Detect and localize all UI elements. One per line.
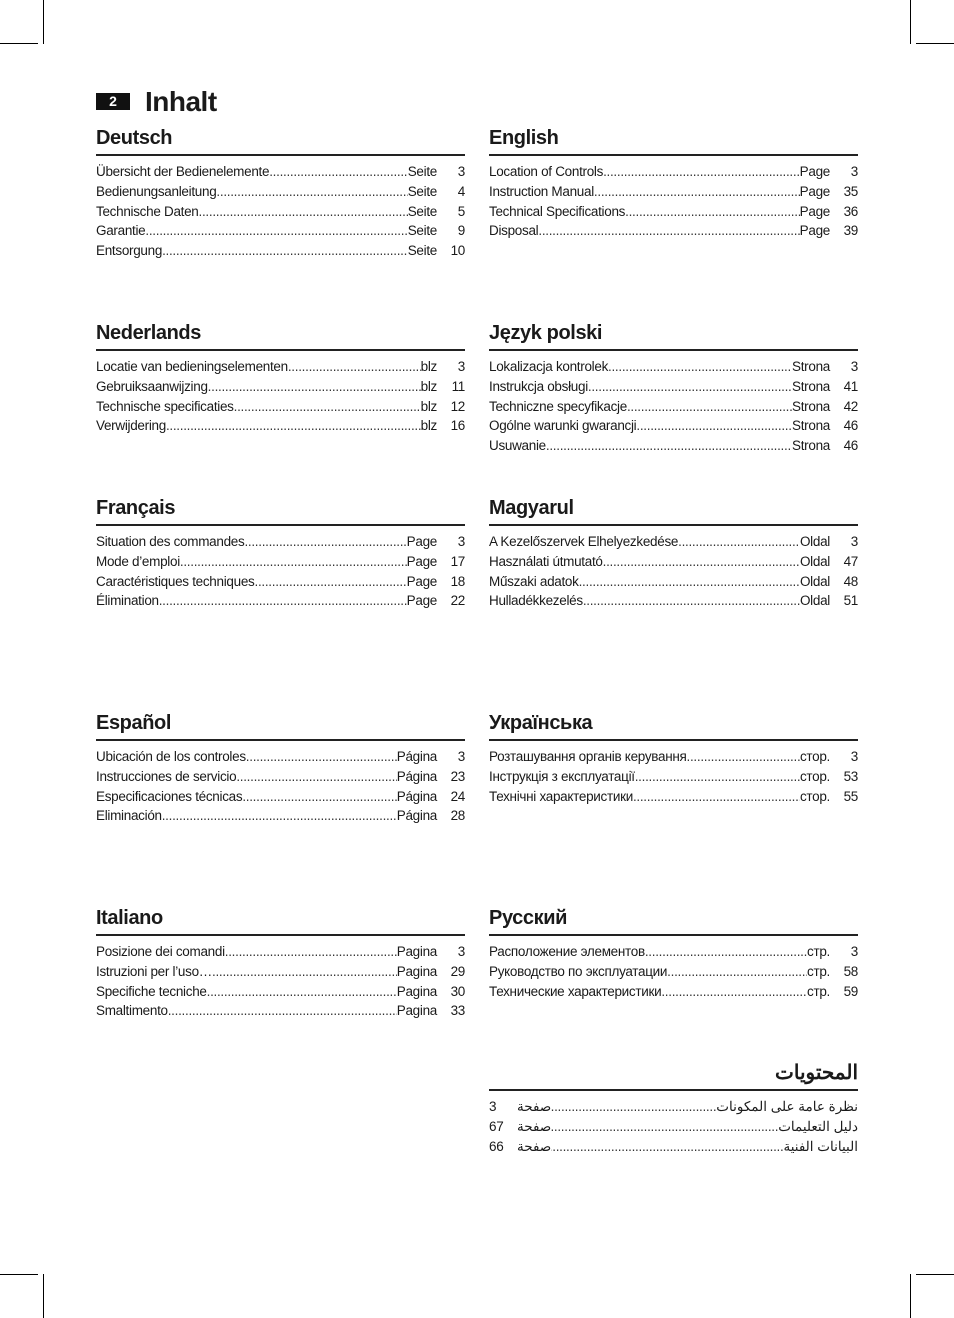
section-italiano	[96, 905, 465, 1021]
page-word: Página	[396, 788, 437, 804]
page-word: Page	[406, 534, 437, 549]
page-number: 47	[843, 553, 858, 569]
page-word: Page	[799, 183, 830, 199]
page-number: 3	[489, 1099, 497, 1114]
toc-label: نظرة عامة على المكونات	[716, 1099, 858, 1114]
toc-entry[interactable]	[96, 377, 465, 397]
section-rule	[489, 154, 858, 156]
toc-entry[interactable]	[96, 787, 465, 807]
page-number: 16	[450, 418, 465, 434]
toc-label: Eliminación	[96, 808, 162, 824]
toc-label: A Kezelőszervek Elhelyezkedése	[489, 534, 679, 549]
toc-entry[interactable]	[489, 397, 858, 417]
toc-entry[interactable]	[489, 377, 858, 397]
page-word: Seite	[407, 164, 437, 179]
toc-label: Műszaki adatok	[489, 573, 579, 589]
page-number: 5	[457, 203, 465, 219]
crop-mark	[43, 1274, 44, 1318]
leader-dots	[645, 942, 807, 962]
crop-mark	[0, 1274, 38, 1275]
toc-entry[interactable]	[96, 591, 465, 611]
section-rule	[96, 739, 465, 741]
leader-dots	[608, 357, 792, 377]
section-rule	[489, 739, 858, 741]
section-rule	[96, 934, 465, 936]
section-rule	[489, 1089, 858, 1091]
toc-entry[interactable]	[489, 942, 858, 962]
page-number: 35	[843, 183, 858, 199]
page-number: 36	[843, 203, 858, 219]
leader-dots	[244, 532, 406, 552]
page-word: Page	[799, 203, 830, 219]
leader-dots	[246, 747, 397, 767]
page-title: Inhalt	[145, 86, 217, 117]
section-rule	[489, 349, 858, 351]
toc-label: Інструкція з експлуатації	[489, 768, 635, 784]
section-title: Français	[96, 497, 176, 519]
leader-dots	[216, 182, 407, 202]
page-word: Page	[406, 593, 437, 609]
page-number: 23	[450, 768, 465, 784]
toc-label: Hulladékkezelés	[489, 593, 583, 609]
page-word: Seite	[407, 223, 437, 239]
page-number: 22	[450, 593, 465, 609]
page-word: Oldal	[799, 593, 830, 609]
toc-entry[interactable]	[96, 552, 465, 572]
toc-entry[interactable]	[96, 162, 465, 182]
leader-dots	[236, 767, 396, 787]
page-word: Strona	[792, 438, 830, 454]
leader-dots	[269, 162, 408, 182]
section-title: English	[489, 127, 559, 149]
page-word: стр.	[807, 963, 830, 979]
leader-dots	[168, 1001, 397, 1021]
page-number: 4	[457, 183, 465, 199]
leader-dots	[627, 397, 792, 417]
toc-label: Verwijdering	[96, 418, 166, 434]
section-magyarul	[489, 495, 858, 611]
leader-dots	[166, 416, 421, 436]
page-number: 67	[489, 1118, 504, 1134]
toc-label: Locatie van bedieningselementen	[96, 359, 288, 374]
leader-dots	[635, 767, 800, 787]
page-number: 39	[843, 223, 858, 239]
toc-label: Használati útmutató	[489, 553, 603, 569]
toc-entry[interactable]	[96, 202, 465, 222]
page-word: Page	[799, 223, 830, 239]
toc-label: Übersicht der Bedienelemente	[96, 164, 270, 179]
section-espanol	[96, 710, 465, 826]
section-francais	[96, 495, 465, 611]
toc-entry[interactable]	[96, 532, 465, 552]
leader-dots	[579, 572, 800, 592]
toc-label: Instrucciones de servicio	[96, 768, 237, 784]
page-word: Pagina	[396, 983, 437, 999]
page-number: 66	[489, 1138, 504, 1154]
page-word: صفحة	[517, 1099, 552, 1114]
page-word: blz	[420, 418, 437, 434]
leader-dots	[234, 397, 421, 417]
toc-label: Posizione dei comandi	[96, 944, 225, 959]
section-title: Deutsch	[96, 127, 173, 149]
section-polski	[489, 320, 858, 456]
toc-entry[interactable]	[96, 397, 465, 417]
page-word: صفحة	[517, 1138, 552, 1154]
toc-label: Especificaciones técnicas	[96, 788, 243, 804]
leader-dots	[687, 747, 800, 767]
page-number: 3	[457, 164, 465, 179]
page-word: Seite	[407, 203, 437, 219]
page-word: Strona	[792, 378, 830, 394]
page-number: 33	[450, 1003, 465, 1019]
section-title: Español	[96, 712, 171, 734]
toc-label: Ubicación de los controles	[96, 749, 246, 764]
leader-dots	[159, 591, 407, 611]
toc-entry[interactable]	[489, 162, 858, 182]
toc-label: Élimination	[96, 593, 159, 609]
leader-dots	[603, 552, 800, 572]
leader-dots	[546, 436, 792, 456]
page-word: стор.	[799, 749, 830, 764]
page-number: 18	[450, 573, 465, 589]
section-english	[489, 125, 858, 241]
page-number: 48	[843, 573, 858, 589]
leader-dots	[208, 377, 421, 397]
section-title: Українська	[489, 712, 593, 734]
page-number: 3	[457, 534, 465, 549]
toc-entry[interactable]	[489, 767, 858, 787]
page-word: Oldal	[799, 553, 830, 569]
toc-entry[interactable]	[489, 202, 858, 222]
toc-label: Gebruiksaanwijzing	[96, 378, 208, 394]
leader-dots	[625, 202, 800, 222]
leader-dots	[636, 416, 792, 436]
toc-entry[interactable]	[96, 1001, 465, 1021]
page-word: Page	[406, 553, 437, 569]
toc-label: Istruzioni per l’uso…	[96, 963, 212, 979]
leader-dots	[678, 532, 800, 552]
page-number: 3	[850, 749, 858, 764]
toc-label: البيانات الفنية	[783, 1138, 858, 1154]
page-word: Seite	[407, 243, 437, 259]
toc-entry[interactable]	[96, 416, 465, 436]
leader-dots	[551, 1097, 716, 1117]
page-word: Página	[396, 749, 437, 764]
page-word: стор.	[799, 768, 830, 784]
section-rule	[489, 524, 858, 526]
toc-label: Technische specificaties	[96, 398, 234, 414]
toc-label: دليل التعليمات	[778, 1118, 858, 1134]
page-word: Oldal	[799, 534, 830, 549]
toc-label: Технічні характеристики	[489, 788, 633, 804]
toc-label: Garantie	[96, 223, 146, 239]
page-number: 3	[850, 359, 858, 374]
toc-label: Entsorgung	[96, 243, 163, 259]
page-number: 58	[843, 963, 858, 979]
page-word: صفحة	[517, 1118, 552, 1134]
page-word: Page	[406, 573, 437, 589]
page-number: 51	[843, 593, 858, 609]
leader-dots	[603, 162, 800, 182]
toc-entry[interactable]	[489, 1137, 858, 1157]
page-word: Strona	[792, 359, 830, 374]
page-number: 10	[450, 243, 465, 259]
leader-dots	[145, 221, 407, 241]
page-word: Strona	[792, 418, 830, 434]
page-number: 55	[843, 788, 858, 804]
toc-label: Technical Specifications	[489, 203, 626, 219]
page-word: Page	[799, 164, 830, 179]
leader-dots	[538, 221, 799, 241]
page-number: 17	[450, 553, 465, 569]
toc-label: Bedienungsanleitung	[96, 183, 217, 199]
toc-entry[interactable]	[489, 182, 858, 202]
page-number: 29	[450, 963, 465, 979]
toc-entry[interactable]	[489, 572, 858, 592]
page-word: Strona	[792, 398, 830, 414]
page-number: 3	[850, 944, 858, 959]
page-word: blz	[420, 398, 437, 414]
toc-entry[interactable]	[96, 747, 465, 767]
crop-mark	[910, 1274, 911, 1318]
toc-entry[interactable]	[489, 552, 858, 572]
toc-entry[interactable]	[96, 806, 465, 826]
section-title: Italiano	[96, 907, 163, 929]
page-number: 46	[843, 418, 858, 434]
section-rule	[489, 934, 858, 936]
leader-dots	[212, 962, 397, 982]
toc-label: Location of Controls	[489, 164, 604, 179]
leader-dots	[162, 241, 408, 261]
toc-entry[interactable]	[96, 982, 465, 1002]
leader-dots	[588, 377, 792, 397]
crop-mark	[0, 43, 38, 44]
page-word: blz	[420, 378, 437, 394]
section-rule	[96, 524, 465, 526]
page-word: Oldal	[799, 573, 830, 589]
toc-label: Руководство по эксплуатации	[489, 963, 668, 979]
section-ukrainian	[489, 710, 858, 806]
toc-label: Usuwanie	[489, 438, 546, 454]
toc-entry[interactable]	[489, 982, 858, 1002]
toc-label: Mode d’emploi	[96, 553, 180, 569]
leader-dots	[594, 182, 800, 202]
toc-label: Specifiche tecniche	[96, 983, 207, 999]
page-word: Pagina	[396, 963, 437, 979]
crop-mark	[916, 43, 954, 44]
page-word: стор.	[799, 788, 830, 804]
toc-entry[interactable]	[96, 942, 465, 962]
toc-entry[interactable]	[489, 532, 858, 552]
page-word: Pagina	[396, 944, 437, 959]
toc-entry[interactable]	[489, 747, 858, 767]
page-word: стр.	[807, 944, 830, 959]
toc-entry[interactable]	[489, 1117, 858, 1137]
toc-entry[interactable]	[489, 357, 858, 377]
leader-dots	[583, 591, 800, 611]
leader-dots	[551, 1137, 783, 1157]
page-number: 3	[457, 944, 465, 959]
page-word: Página	[396, 768, 437, 784]
toc-label: Caractéristiques techniques	[96, 573, 255, 589]
toc-label: Techniczne specyfikacje	[489, 398, 627, 414]
page-number: 3	[457, 359, 465, 374]
toc-entry[interactable]	[489, 591, 858, 611]
toc-entry[interactable]	[96, 182, 465, 202]
toc-entry[interactable]	[96, 241, 465, 261]
page-word: Página	[396, 808, 437, 824]
leader-dots	[242, 787, 396, 807]
toc-entry[interactable]	[489, 962, 858, 982]
toc-entry[interactable]	[96, 357, 465, 377]
section-title: Magyarul	[489, 497, 574, 519]
page-number: 3	[850, 164, 858, 179]
page-number: 12	[450, 398, 465, 414]
toc-entry[interactable]	[489, 1097, 858, 1117]
section-title: المحتويات	[775, 1062, 858, 1084]
toc-entry[interactable]	[96, 221, 465, 241]
section-title: Русский	[489, 907, 568, 929]
section-title: Język polski	[489, 322, 603, 344]
page-number: 41	[843, 378, 858, 394]
section-title: Nederlands	[96, 322, 201, 344]
toc-label: Розташування органів керування	[489, 749, 687, 764]
leader-dots	[633, 787, 800, 807]
leader-dots	[667, 962, 807, 982]
page-word: blz	[420, 359, 437, 374]
leader-dots	[551, 1117, 778, 1137]
crop-mark	[43, 0, 44, 44]
page-number: 53	[843, 768, 858, 784]
toc-label: Smaltimento	[96, 1003, 168, 1019]
page-number: 30	[450, 983, 465, 999]
page-number: 28	[450, 808, 465, 824]
toc-label: Расположение элементов	[489, 944, 645, 959]
leader-dots	[288, 357, 421, 377]
page-word: Seite	[407, 183, 437, 199]
toc-label: Technische Daten	[96, 203, 199, 219]
toc-label: Situation des commandes	[96, 534, 245, 549]
toc-entry[interactable]	[96, 962, 465, 982]
crop-mark	[916, 1274, 954, 1275]
section-rule	[96, 154, 465, 156]
page-word: стр.	[807, 983, 830, 999]
page-word: Pagina	[396, 1003, 437, 1019]
page-number: 2	[96, 93, 130, 110]
toc-label: Ogólne warunki gwarancji	[489, 418, 637, 434]
page-number: 42	[843, 398, 858, 414]
leader-dots	[255, 572, 407, 592]
toc-entry[interactable]	[489, 436, 858, 456]
page-number: 3	[457, 749, 465, 764]
toc-entry[interactable]	[489, 221, 858, 241]
page-number: 11	[451, 378, 465, 394]
page-number: 59	[843, 983, 858, 999]
leader-dots	[225, 942, 397, 962]
toc-entry[interactable]	[489, 787, 858, 807]
section-arabic	[489, 1060, 858, 1156]
toc-label: Lokalizacja kontrolek	[489, 359, 609, 374]
leader-dots	[180, 552, 407, 572]
toc-entry[interactable]	[96, 572, 465, 592]
leader-dots	[207, 982, 397, 1002]
toc-label: Instrukcja obsługi	[489, 378, 588, 394]
page-number: 9	[457, 223, 465, 239]
toc-entry[interactable]	[489, 416, 858, 436]
section-deutsch	[96, 125, 465, 261]
toc-label: Технические характеристики	[489, 983, 662, 999]
leader-dots	[162, 806, 397, 826]
crop-mark	[910, 0, 911, 44]
toc-label: Disposal	[489, 223, 539, 239]
section-russian	[489, 905, 858, 1001]
leader-dots	[199, 202, 408, 222]
page-number: 24	[450, 788, 465, 804]
page-number: 3	[850, 534, 858, 549]
leader-dots	[661, 982, 807, 1002]
page-number: 46	[843, 438, 858, 454]
toc-entry[interactable]	[96, 767, 465, 787]
toc-label: Instruction Manual	[489, 183, 594, 199]
section-rule	[96, 349, 465, 351]
section-nederlands	[96, 320, 465, 436]
